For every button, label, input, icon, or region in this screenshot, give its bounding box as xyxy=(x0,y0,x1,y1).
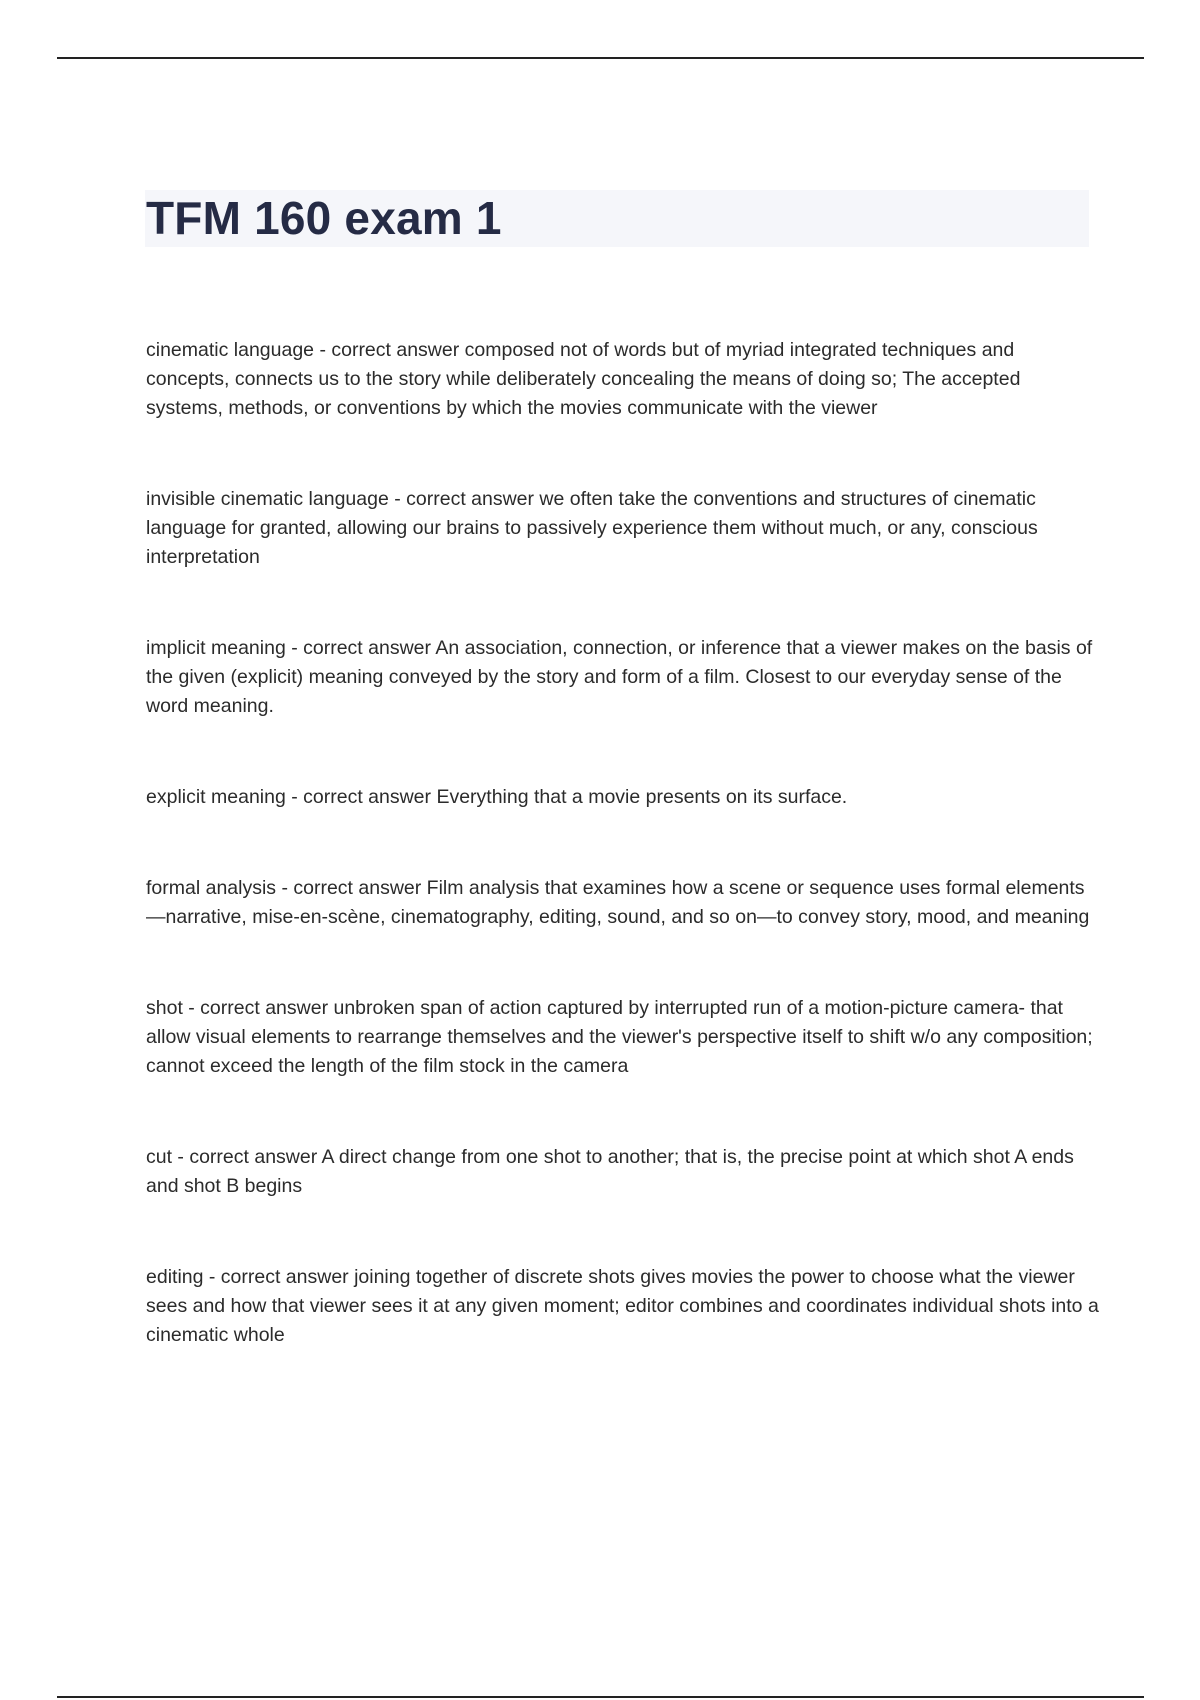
entry-shot: shot - correct answer unbroken span of action captured by interrupted run of a motion-picture camera- that allow visual elements to rearrange themselves and the viewer's perspective itself to shift w/o any composition; cannot exceed the length of the film stock in the camera xyxy=(146,997,1093,1077)
entry-invisible-cinematic-language: invisible cinematic language - correct answer we often take the conventions and structures of cinematic language for granted, allowing our brains to passively experience them without much, or any, conscious interpretation xyxy=(146,488,1038,568)
entry-list xyxy=(146,336,1101,1412)
entry-cut: cut - correct answer A direct change from one shot to another; that is, the precise point at which shot A ends and shot B begins xyxy=(146,1146,1074,1197)
bottom-rule xyxy=(57,1696,1144,1698)
top-rule xyxy=(57,57,1144,59)
document-title: TFM 160 exam 1 xyxy=(146,192,502,244)
entry-formal-analysis: formal analysis - correct answer Film analysis that examines how a scene or sequence uses formal elements—narrative, mise-en-scène, cinematography, editing, sound, and so on—to convey story, mood, and meaning xyxy=(146,877,1090,928)
entry-editing: editing - correct answer joining together of discrete shots gives movies the power to choose what the viewer sees and how that viewer sees it at any given moment; editor combines and coordinates individual shots into a cinematic whole xyxy=(146,1266,1099,1346)
entry-cinematic-language: cinematic language - correct answer composed not of words but of myriad integrated techniques and concepts, connects us to the story while deliberately concealing the means of doing so; The accepted systems, methods, or conventions by which the movies communicate with the viewer xyxy=(146,339,1021,419)
entry-implicit-meaning: implicit meaning - correct answer An association, connection, or inference that a viewer makes on the basis of the given (explicit) meaning conveyed by the story and form of a film. Closest to our everyday sense of the word meaning. xyxy=(146,637,1093,717)
entry-explicit-meaning: explicit meaning - correct answer Everything that a movie presents on its surface. xyxy=(146,786,848,808)
